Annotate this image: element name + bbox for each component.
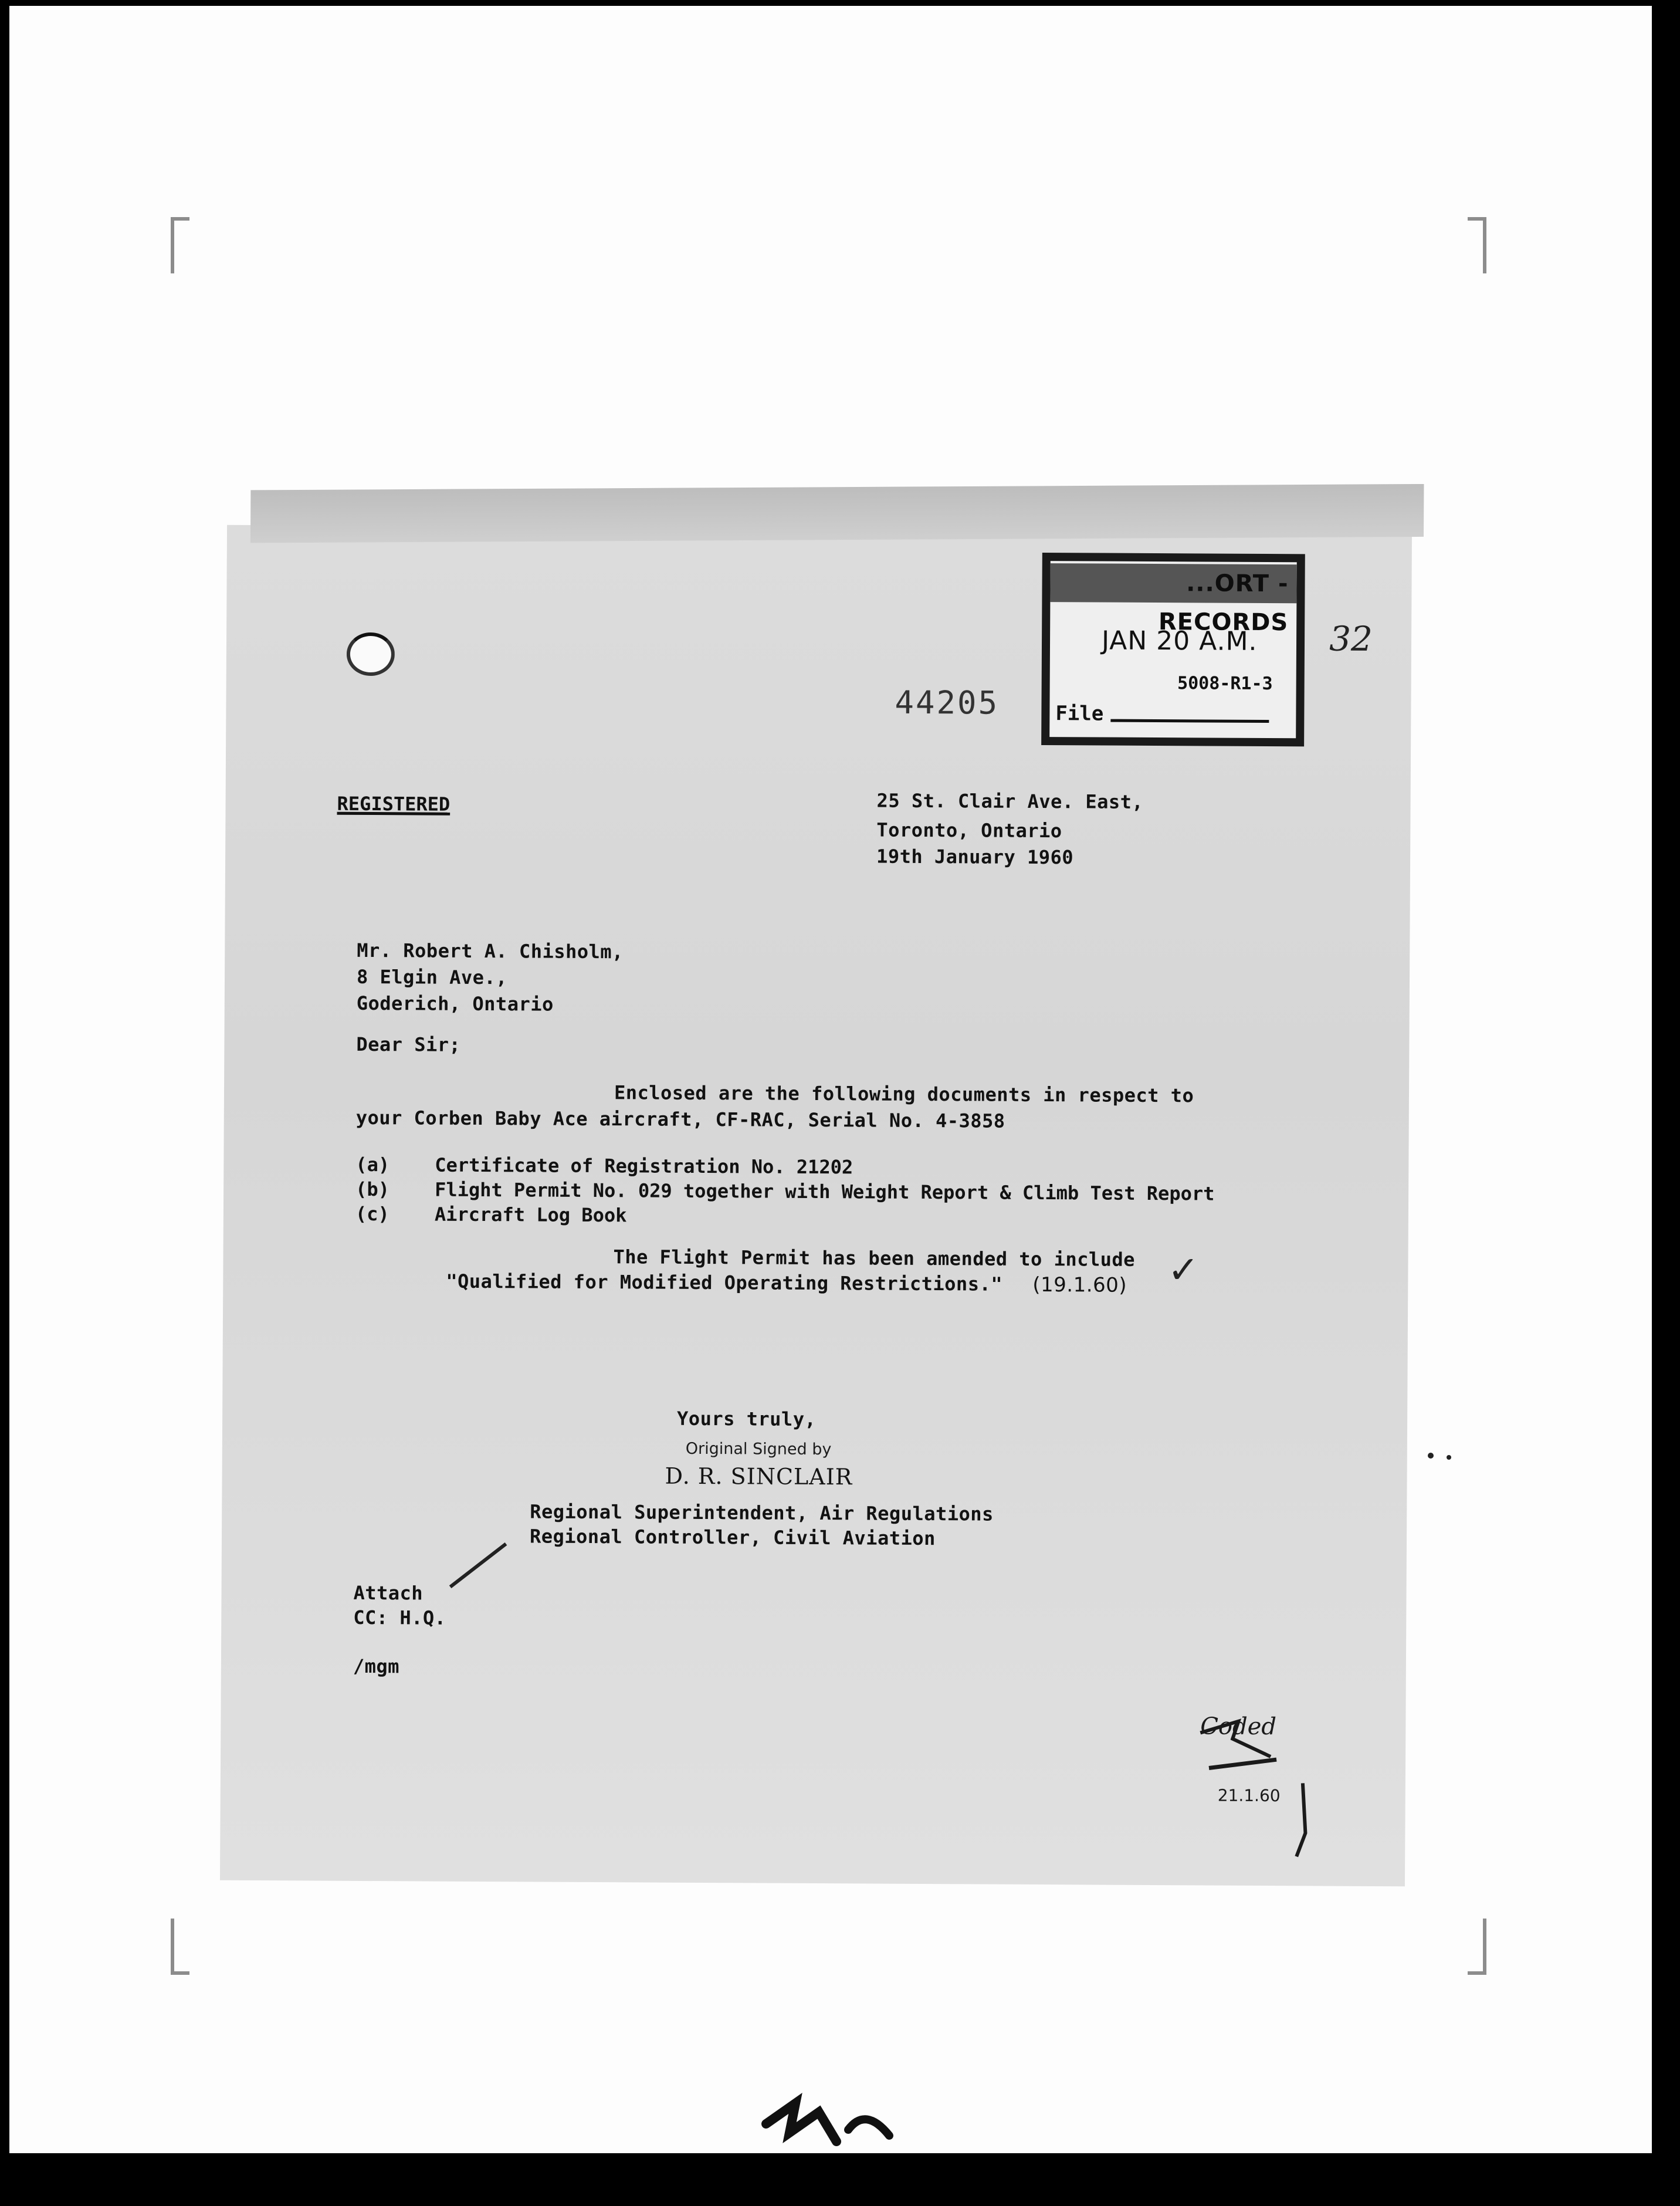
item-letter: (a) [355, 1153, 390, 1176]
coded-annotation [1176, 1709, 1330, 1886]
stamp-file-number: 5008-R1-3 [1177, 673, 1273, 695]
torn-page-edge [250, 484, 1424, 543]
amendment-line: "Qualified for Modified Operating Restrictions." [446, 1270, 1003, 1295]
ledger-number: 44205 [895, 684, 1000, 722]
attach-note: Attach [353, 1581, 424, 1605]
signer-title: Regional Controller, Civil Aviation [529, 1525, 936, 1550]
amendment-date: (19.1.60) [1032, 1273, 1127, 1297]
amendment-line: The Flight Permit has been amended to include [613, 1246, 1136, 1271]
checkmark-stroke [449, 1542, 507, 1588]
records-stamp [1041, 553, 1305, 746]
item-text: Flight Permit No. 029 together with Weight Report & Climb Test Report [435, 1178, 1215, 1205]
punch-hole-icon [347, 632, 395, 676]
typist-reference: /mgm [353, 1654, 400, 1678]
coded-label: Coded [1200, 1713, 1277, 1741]
letter-date: 19th January 1960 [876, 845, 1074, 869]
stamp-date: JAN 20 A.M. [1101, 625, 1258, 657]
item-text: Aircraft Log Book [434, 1203, 627, 1227]
intro-line: Enclosed are the following documents in respect to [614, 1081, 1194, 1107]
stamp-file-underline [1110, 719, 1269, 723]
intro-line: your Corben Baby Ace aircraft, CF-RAC, Serial No. 4-3858 [355, 1106, 1005, 1132]
original-signed-by: Original Signed by [685, 1439, 832, 1459]
handwritten-margin-note: 32 [1329, 618, 1373, 659]
crop-mark-top-right [1468, 217, 1486, 273]
item-letter: (c) [355, 1202, 389, 1226]
cc-note: CC: H.Q. [353, 1606, 446, 1629]
stamp-file-label: File [1055, 702, 1104, 726]
closing: Yours truly, [676, 1407, 817, 1431]
letter-page [220, 525, 1412, 1887]
frame-number-mark [754, 2089, 907, 2159]
crop-mark-bottom-left [171, 1919, 189, 1975]
registered-heading: REGISTERED [337, 792, 451, 816]
sender-address-line: Toronto, Ontario [876, 818, 1062, 843]
crop-mark-bottom-right [1468, 1919, 1486, 1975]
signer-name: D. R. SINCLAIR [665, 1463, 853, 1490]
coded-date: 21.1.60 [1217, 1785, 1281, 1806]
item-letter: (b) [355, 1178, 390, 1201]
recipient-line: Mr. Robert A. Chisholm, [357, 939, 624, 963]
signer-title: Regional Superintendent, Air Regulations [530, 1500, 994, 1525]
crop-mark-top-left [171, 217, 189, 273]
sender-address-line: 25 St. Clair Ave. East, [876, 789, 1144, 813]
handwritten-frame-mark-icon [754, 2089, 907, 2159]
film-frame [9, 6, 1652, 2153]
dust-speck [1447, 1455, 1451, 1460]
recipient-line: Goderich, Ontario [356, 992, 554, 1016]
item-text: Certificate of Registration No. 21202 [435, 1153, 853, 1179]
salutation: Dear Sir; [356, 1033, 461, 1056]
stamp-header: ...ORT - RECORDS [1050, 563, 1296, 603]
checkmark-icon: ✓ [1167, 1249, 1200, 1293]
recipient-line: 8 Elgin Ave., [356, 965, 508, 989]
dust-speck [1428, 1453, 1434, 1459]
